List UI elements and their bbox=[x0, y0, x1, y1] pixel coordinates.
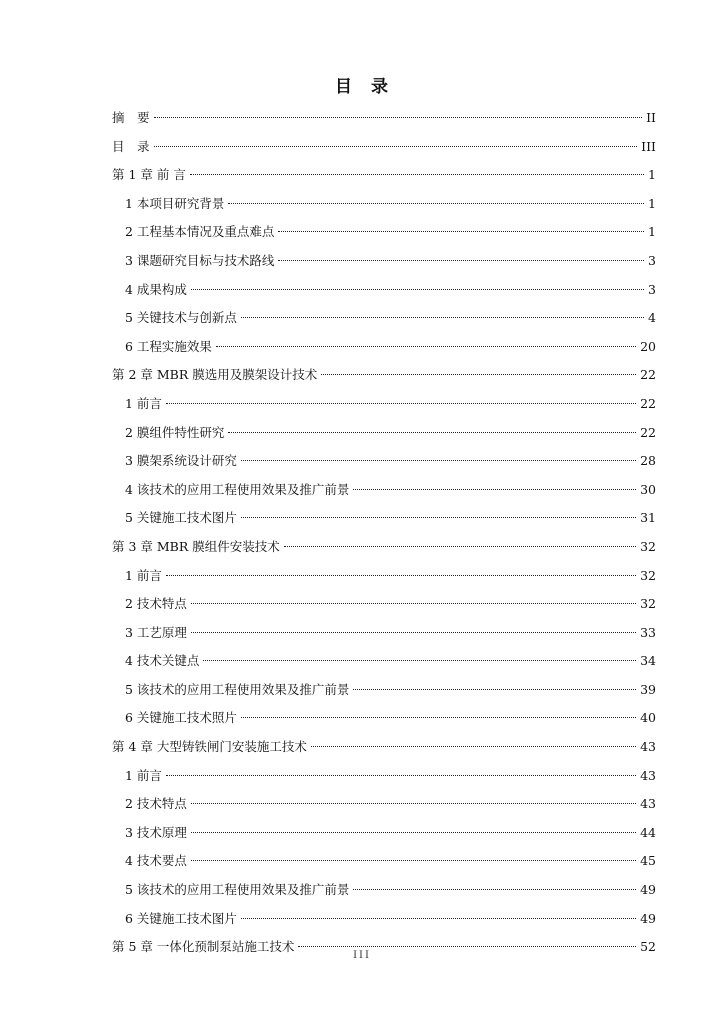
toc-entry-label: 1 前言 bbox=[125, 395, 162, 411]
toc-entry-page: 40 bbox=[640, 710, 656, 726]
toc-entry-label: 5 关键施工技术图片 bbox=[125, 510, 237, 526]
toc-dot-leader bbox=[241, 517, 636, 518]
toc-entry-page: 39 bbox=[640, 681, 656, 697]
toc-dot-leader bbox=[241, 460, 636, 461]
toc-dot-leader bbox=[298, 946, 636, 947]
toc-dot-leader bbox=[166, 403, 636, 404]
toc-list bbox=[112, 104, 656, 962]
toc-entry-page: 34 bbox=[640, 653, 656, 669]
toc-entry-label: 6 关键施工技术图片 bbox=[125, 910, 237, 926]
toc-entry-page: 30 bbox=[640, 481, 656, 497]
toc-entry-page: II bbox=[646, 110, 656, 125]
toc-entry-label: 第 3 章 MBR 膜组件安装技术 bbox=[112, 538, 280, 554]
toc-entry-label: 3 膜架系统设计研究 bbox=[125, 453, 237, 469]
toc-dot-leader bbox=[241, 717, 636, 718]
toc-section-entry[interactable] bbox=[112, 590, 656, 619]
toc-dot-leader bbox=[203, 660, 636, 661]
toc-dot-leader bbox=[241, 317, 644, 318]
toc-dot-leader bbox=[216, 346, 636, 347]
page-number: III bbox=[353, 950, 371, 961]
toc-dot-leader bbox=[284, 546, 636, 547]
toc-section-entry[interactable] bbox=[112, 762, 656, 791]
toc-dot-leader bbox=[353, 889, 636, 890]
toc-entry-label: 2 技术特点 bbox=[125, 796, 187, 812]
toc-entry-page: 31 bbox=[640, 510, 656, 526]
toc-dot-leader bbox=[190, 174, 644, 175]
toc-entry-label: 摘 要 bbox=[112, 110, 150, 125]
toc-dot-leader bbox=[228, 432, 636, 433]
toc-dot-leader bbox=[191, 632, 636, 633]
toc-dot-leader bbox=[353, 489, 636, 490]
toc-entry-label: 3 课题研究目标与技术路线 bbox=[125, 252, 275, 268]
toc-entry-page: 49 bbox=[640, 910, 656, 926]
toc-section-entry[interactable] bbox=[112, 476, 656, 505]
toc-section-entry[interactable] bbox=[112, 876, 656, 905]
toc-chapter-entry[interactable] bbox=[112, 533, 656, 562]
toc-entry-page: 45 bbox=[640, 853, 656, 869]
toc-entry-page: 22 bbox=[640, 395, 656, 411]
toc-entry-page: 32 bbox=[640, 596, 656, 612]
toc-section-entry[interactable] bbox=[112, 333, 656, 362]
toc-entry-label: 5 该技术的应用工程使用效果及推广前景 bbox=[125, 681, 350, 697]
toc-entry-page: 3 bbox=[648, 252, 656, 268]
toc-dot-leader bbox=[166, 775, 636, 776]
toc-entry-label: 4 技术关键点 bbox=[125, 653, 200, 669]
toc-entry-label: 第 5 章 一体化预制泵站施工技术 bbox=[112, 939, 295, 955]
toc-section-entry[interactable] bbox=[112, 276, 656, 305]
toc-section-entry[interactable] bbox=[112, 847, 656, 876]
toc-entry-label: 第 1 章 前 言 bbox=[112, 167, 186, 183]
toc-entry-page: 4 bbox=[648, 310, 656, 326]
toc-title: 目 录 bbox=[335, 77, 389, 97]
toc-entry-page: III bbox=[641, 138, 656, 154]
toc-entry-label: 4 成果构成 bbox=[125, 281, 187, 297]
toc-entry-page: 3 bbox=[648, 281, 656, 297]
toc-dot-leader bbox=[191, 832, 636, 833]
toc-chapter-entry[interactable] bbox=[112, 733, 656, 762]
toc-section-entry[interactable] bbox=[112, 247, 656, 276]
toc-entry-label: 5 关键技术与创新点 bbox=[125, 310, 237, 326]
toc-dot-leader bbox=[353, 689, 636, 690]
toc-chapter-entry[interactable] bbox=[112, 361, 656, 390]
toc-section-entry[interactable] bbox=[112, 390, 656, 419]
toc-section-entry[interactable] bbox=[112, 504, 656, 533]
toc-entry-label: 1 本项目研究背景 bbox=[125, 195, 225, 211]
toc-entry-page: 49 bbox=[640, 882, 656, 898]
toc-dot-leader bbox=[228, 203, 644, 204]
toc-section-entry[interactable] bbox=[112, 619, 656, 648]
toc-entry-page: 20 bbox=[640, 338, 656, 354]
toc-dot-leader bbox=[191, 803, 636, 804]
toc-entry-label: 6 关键施工技术照片 bbox=[125, 710, 237, 726]
toc-entry-page: 44 bbox=[640, 824, 656, 840]
toc-dot-leader bbox=[154, 117, 643, 118]
toc-entry-page: 33 bbox=[640, 624, 656, 640]
toc-section-entry[interactable] bbox=[112, 647, 656, 676]
toc-section-entry[interactable] bbox=[112, 447, 656, 476]
toc-entry-label: 6 工程实施效果 bbox=[125, 338, 212, 354]
toc-entry-page: 28 bbox=[640, 453, 656, 469]
toc-section-entry[interactable] bbox=[112, 562, 656, 591]
toc-entry-page: 1 bbox=[648, 195, 656, 211]
toc-dot-leader bbox=[278, 260, 644, 261]
toc-entry-page: 52 bbox=[640, 939, 656, 955]
toc-entry-page: 43 bbox=[640, 796, 656, 812]
toc-section-entry[interactable] bbox=[112, 790, 656, 819]
toc-entry-page: 1 bbox=[648, 224, 656, 240]
toc-entry-label: 1 前言 bbox=[125, 567, 162, 583]
toc-entry-label: 第 2 章 MBR 膜选用及膜架设计技术 bbox=[112, 367, 318, 383]
toc-dot-leader bbox=[321, 374, 636, 375]
toc-dot-leader bbox=[166, 575, 636, 576]
toc-section-entry[interactable] bbox=[112, 304, 656, 333]
toc-section-entry[interactable] bbox=[112, 819, 656, 848]
toc-dot-leader bbox=[191, 860, 636, 861]
toc-entry-page: 1 bbox=[648, 167, 656, 183]
toc-dot-leader bbox=[191, 603, 636, 604]
toc-dot-leader bbox=[311, 746, 636, 747]
toc-entry-page: 22 bbox=[640, 367, 656, 383]
toc-section-entry[interactable] bbox=[112, 190, 656, 219]
toc-entry-page: 32 bbox=[640, 567, 656, 583]
toc-section-entry[interactable] bbox=[112, 704, 656, 733]
toc-section-entry[interactable] bbox=[112, 905, 656, 934]
toc-entry-label: 2 技术特点 bbox=[125, 596, 187, 612]
toc-entry-page: 43 bbox=[640, 739, 656, 755]
toc-chapter-entry[interactable] bbox=[112, 161, 656, 190]
toc-dot-leader bbox=[191, 289, 644, 290]
toc-entry-label: 3 技术原理 bbox=[125, 824, 187, 840]
toc-section-entry[interactable] bbox=[112, 676, 656, 705]
toc-entry-label: 1 前言 bbox=[125, 767, 162, 783]
toc-entry-label: 4 技术要点 bbox=[125, 853, 187, 869]
toc-entry-page: 32 bbox=[640, 538, 656, 554]
toc-dot-leader bbox=[241, 918, 636, 919]
toc-entry-label: 2 膜组件特性研究 bbox=[125, 424, 225, 440]
toc-entry-label: 第 4 章 大型铸铁闸门安装施工技术 bbox=[112, 739, 307, 755]
toc-entry-page: 43 bbox=[640, 767, 656, 783]
toc-entry-label: 目 录 bbox=[112, 138, 150, 154]
toc-chapter-entry[interactable] bbox=[112, 133, 656, 162]
toc-chapter-entry[interactable] bbox=[112, 104, 656, 133]
toc-entry-label: 5 该技术的应用工程使用效果及推广前景 bbox=[125, 882, 350, 898]
toc-entry-label: 2 工程基本情况及重点难点 bbox=[125, 224, 275, 240]
toc-section-entry[interactable] bbox=[112, 419, 656, 448]
toc-dot-leader bbox=[278, 231, 644, 232]
toc-entry-page: 22 bbox=[640, 424, 656, 440]
toc-section-entry[interactable] bbox=[112, 218, 656, 247]
toc-entry-label: 3 工艺原理 bbox=[125, 624, 187, 640]
toc-dot-leader bbox=[154, 146, 638, 147]
toc-entry-label: 4 该技术的应用工程使用效果及推广前景 bbox=[125, 481, 350, 497]
